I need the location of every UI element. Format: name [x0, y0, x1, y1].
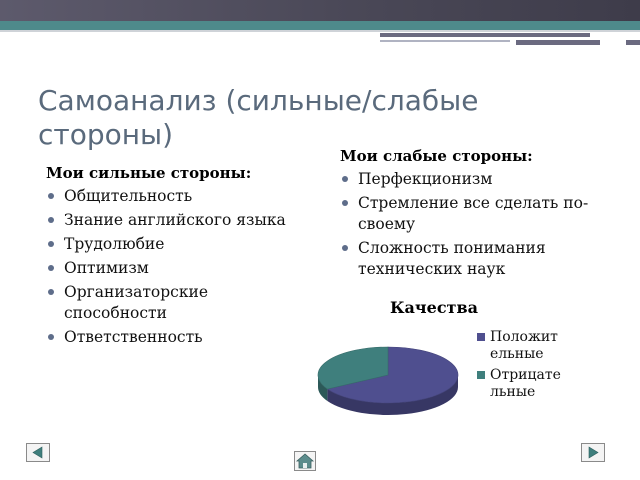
prev-slide-button[interactable] [26, 443, 50, 462]
header-bar [0, 0, 640, 21]
legend-swatch [477, 371, 485, 379]
bullet-icon [48, 289, 54, 295]
list-item [46, 282, 296, 324]
list-item-text: Перфекционизм [358, 170, 493, 188]
list-item-text: Ответственность [64, 328, 203, 346]
list-item-text: Стремление все сделать по-своему [358, 194, 589, 233]
list-item [46, 327, 296, 348]
list-item [340, 193, 600, 235]
chart-legend [476, 329, 586, 405]
decor-line [380, 33, 590, 37]
strengths-heading: Мои сильные стороны: [46, 164, 252, 182]
bullet-icon [48, 334, 54, 340]
legend-label: Положит ельные [490, 329, 558, 362]
list-item [46, 210, 296, 231]
pie-chart [310, 335, 470, 425]
triangle-left-icon [27, 444, 49, 461]
bullet-icon [48, 241, 54, 247]
list-item-text: Организаторские способности [64, 283, 209, 322]
list-item-text: Трудолюбие [64, 235, 165, 253]
strengths-list [46, 186, 296, 351]
bullet-icon [342, 176, 348, 182]
header-accent-stripe [0, 21, 640, 30]
list-item-text: Сложность понимания технических наук [358, 239, 546, 278]
decor-line [626, 40, 640, 45]
slide-title: Самоанализ (сильные/слабые стороны) [38, 84, 479, 151]
list-item [340, 238, 600, 280]
bullet-icon [48, 193, 54, 199]
decor-line [380, 40, 510, 42]
weaknesses-heading: Мои слабые стороны: [340, 147, 533, 165]
legend-label: Отрицате льные [490, 367, 561, 400]
list-item-text: Общительность [64, 187, 193, 205]
legend-item [476, 367, 586, 401]
next-slide-button[interactable] [581, 443, 605, 462]
decor-line [516, 40, 600, 45]
list-item-text: Оптимизм [64, 259, 149, 277]
home-button[interactable] [294, 451, 316, 471]
weaknesses-list [340, 169, 600, 283]
list-item-text: Знание английского языка [64, 211, 286, 229]
list-item [46, 258, 296, 279]
legend-swatch [477, 333, 485, 341]
chart-title: Качества [390, 298, 478, 317]
bullet-icon [342, 245, 348, 251]
header-divider [0, 30, 640, 32]
bullet-icon [342, 200, 348, 206]
list-item [46, 234, 296, 255]
triangle-right-icon [582, 444, 604, 461]
legend-item [476, 329, 586, 363]
bullet-icon [48, 265, 54, 271]
bullet-icon [48, 217, 54, 223]
home-icon [295, 452, 315, 470]
list-item [340, 169, 600, 190]
list-item [46, 186, 296, 207]
